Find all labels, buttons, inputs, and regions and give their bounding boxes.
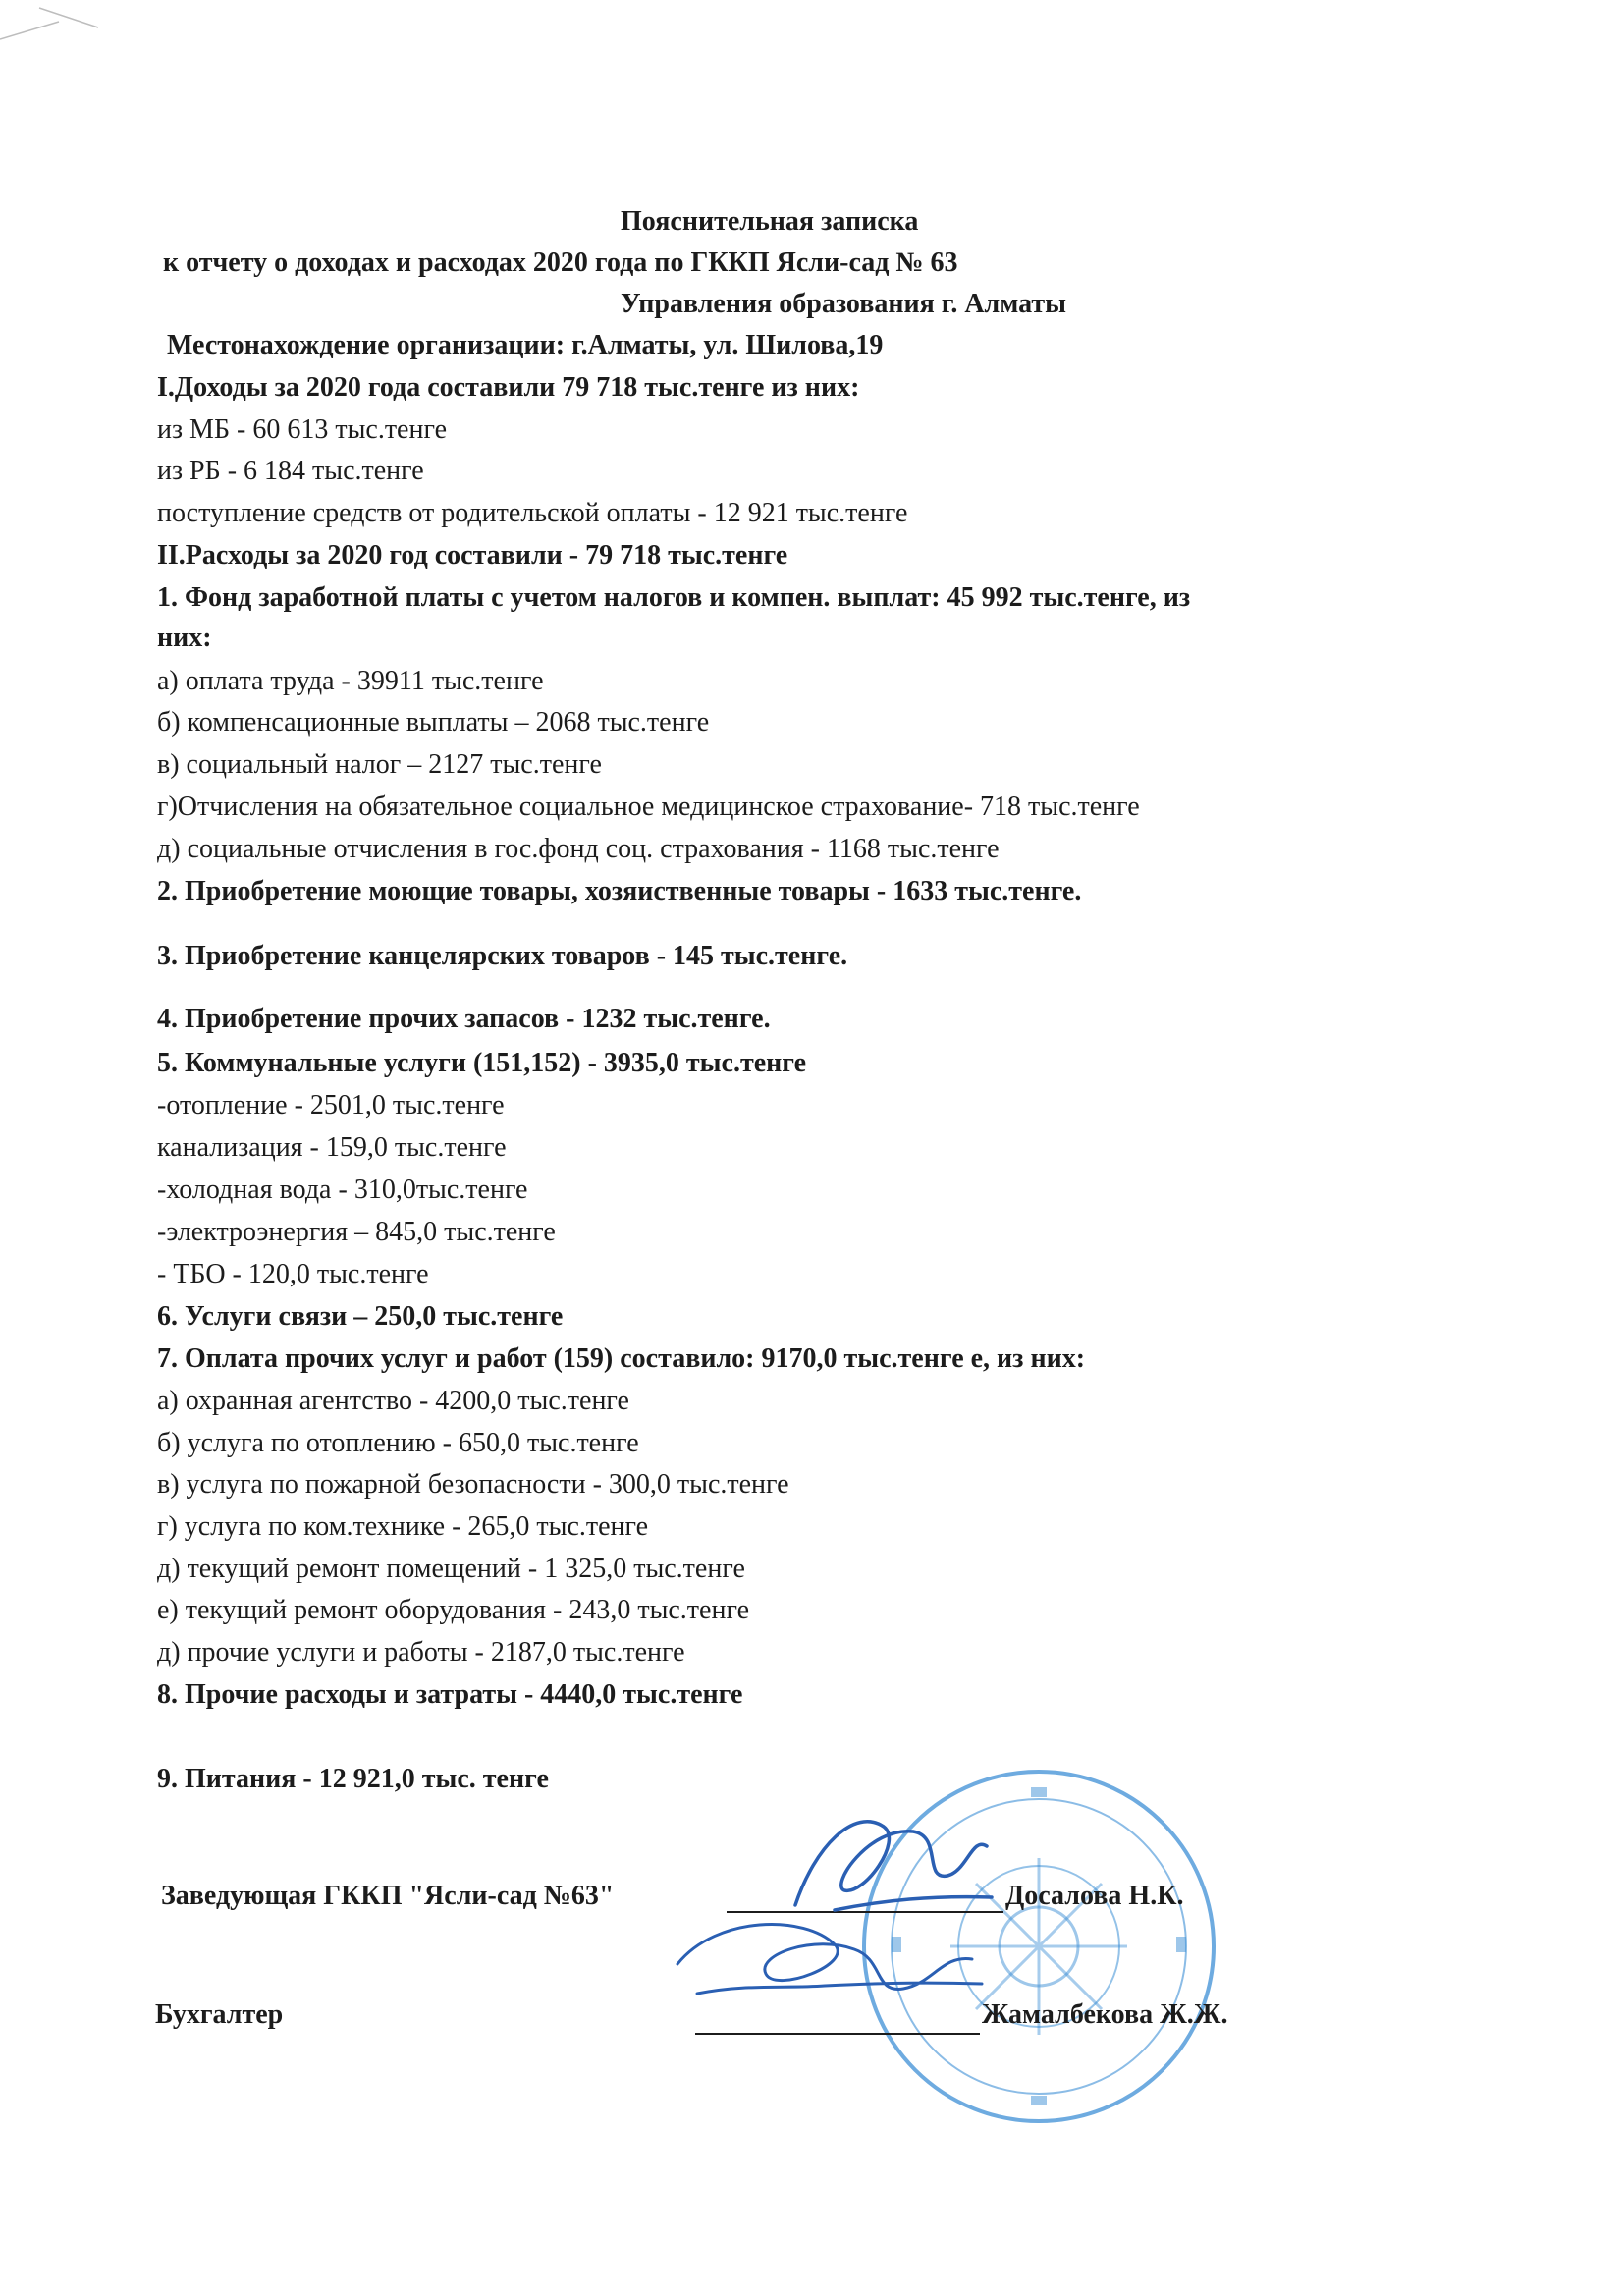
service-item: а) охранная агентство - 4200,0 тыс.тенге [157, 1386, 629, 1416]
expense-section-7: 7. Оплата прочих услуг и работ (159) составило: 9170,0 тыс.тенге е, из них: [157, 1343, 1086, 1374]
utility-item: - ТБО - 120,0 тыс.тенге [157, 1259, 429, 1289]
accountant-signature-line [695, 2033, 980, 2035]
document-title: Пояснительная записка [621, 206, 919, 237]
utility-item: -отопление - 2501,0 тыс.тенге [157, 1090, 505, 1121]
department-line: Управления образования г. Алматы [621, 289, 1067, 319]
expense-section-4: 4. Приобретение прочих запасов - 1232 тыс.тенге. [157, 1004, 771, 1034]
scan-edge-mark [0, 0, 118, 59]
salary-item: б) компенсационные выплаты – 2068 тыс.тенге [157, 707, 710, 738]
income-item: из РБ - 6 184 тыс.тенге [157, 456, 424, 486]
accountant-title: Бухгалтер [155, 1999, 284, 2030]
service-item: д) прочие услуги и работы - 2187,0 тыс.тенге [157, 1637, 685, 1667]
service-item: б) услуга по отоплению - 650,0 тыс.тенге [157, 1428, 639, 1458]
service-item: д) текущий ремонт помещений - 1 325,0 тыс.тенге [157, 1554, 745, 1584]
expense-section-5: 5. Коммунальные услуги (151,152) - 3935,0 тыс.тенге [157, 1048, 807, 1078]
salary-fund-heading: 1. Фонд заработной платы с учетом налогов и компен. выплат: 45 992 тыс.тенге, из [157, 582, 1191, 613]
accountant-name: Жамалбекова Ж.Ж. [982, 1999, 1228, 2030]
director-title: Заведующая ГККП "Ясли-сад №63" [161, 1881, 615, 1911]
expenses-heading: II.Расходы за 2020 год составили - 79 718 тыс.тенге [157, 540, 788, 571]
director-name: Досалова Н.К. [1005, 1881, 1184, 1911]
utility-item: -электроэнергия – 845,0 тыс.тенге [157, 1217, 556, 1247]
expense-section-6: 6. Услуги связи – 250,0 тыс.тенге [157, 1301, 564, 1332]
salary-item: д) социальные отчисления в гос.фонд соц. страхования - 1168 тыс.тенге [157, 834, 1000, 864]
salary-item: в) социальный налог – 2127 тыс.тенге [157, 749, 602, 780]
expense-section-9: 9. Питания - 12 921,0 тыс. тенге [157, 1764, 549, 1794]
income-heading: I.Доходы за 2020 года составили 79 718 тыс.тенге из них: [157, 372, 860, 403]
service-item: е) текущий ремонт оборудования - 243,0 тыс.тенге [157, 1595, 749, 1625]
organization-location: Местонахождение организации: г.Алматы, ул. Шилова,19 [167, 330, 884, 360]
document-subtitle: к отчету о доходах и расходах 2020 года по ГККП Ясли-сад № 63 [163, 247, 958, 278]
service-item: г) услуга по ком.технике - 265,0 тыс.тенге [157, 1511, 649, 1542]
income-item: из МБ - 60 613 тыс.тенге [157, 414, 448, 445]
utility-item: канализация - 159,0 тыс.тенге [157, 1132, 507, 1163]
service-item: в) услуга по пожарной безопасности - 300,0 тыс.тенге [157, 1469, 789, 1500]
income-item: поступление средств от родительской оплаты - 12 921 тыс.тенге [157, 498, 908, 528]
expense-section-8: 8. Прочие расходы и затраты - 4440,0 тыс.тенге [157, 1679, 743, 1710]
expense-section-3: 3. Приобретение канцелярских товаров - 145 тыс.тенге. [157, 941, 848, 971]
expense-section-2: 2. Приобретение моющие товары, хозяиственные товары - 1633 тыс.тенге. [157, 876, 1082, 906]
accountant-signature [658, 1905, 992, 2033]
utility-item: -холодная вода - 310,0тыс.тенге [157, 1175, 528, 1205]
salary-item: а) оплата труда - 39911 тыс.тенге [157, 666, 544, 696]
salary-fund-heading-cont: них: [157, 623, 212, 653]
salary-item: г)Отчисления на обязательное социальное медицинское страхование- 718 тыс.тенге [157, 792, 1140, 822]
